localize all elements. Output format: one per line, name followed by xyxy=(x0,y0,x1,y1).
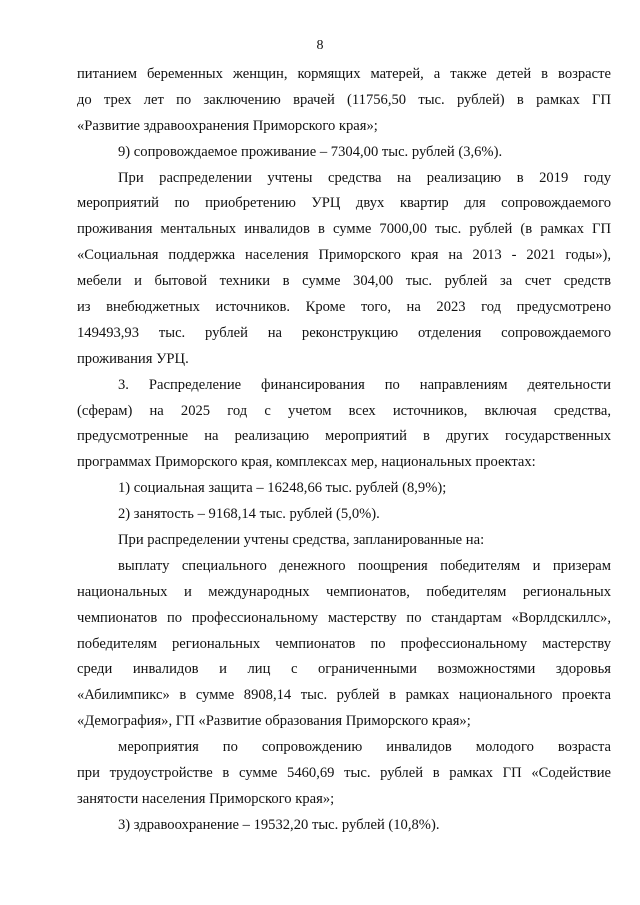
text-line: среди инвалидов и лиц с ограниченными возможностями здоровья xyxy=(77,661,611,678)
text-line: «Социальная поддержка населения Приморского края на 2013 - 2021 годы»), xyxy=(77,247,611,264)
text-line: программах Приморского края, комплексах мер, национальных проектах: xyxy=(77,454,536,471)
text-line: 1) социальная защита – 16248,66 тыс. рублей (8,9%); xyxy=(118,480,447,497)
text-line: 2) занятость – 9168,14 тыс. рублей (5,0%). xyxy=(118,506,380,523)
text-line: питанием беременных женщин, кормящих матерей, а также детей в возрасте xyxy=(77,66,611,82)
text-line: При распределении учтены средства, запланированные на: xyxy=(118,532,485,549)
text-line: проживания ментальных инвалидов в сумме 7000,00 тыс. рублей (в рамках ГП xyxy=(77,221,611,238)
text-line: (сферам) на 2025 год с учетом всех источников, включая средства, xyxy=(77,402,611,419)
text-line: мебели и бытовой техники в сумме 304,00 тыс. рублей за счет средств xyxy=(77,273,611,290)
text-line: «Абилимпикс» в сумме 8908,14 тыс. рублей в рамках национального проекта xyxy=(77,687,611,704)
text-line: «Демография», ГП «Развитие образования Приморского края»; xyxy=(77,713,471,730)
text-line: 3) здравоохранение – 19532,20 тыс. рублей (10,8%). xyxy=(118,816,440,833)
body-text xyxy=(77,62,611,839)
text-line: «Развитие здравоохранения Приморского края»; xyxy=(77,117,378,134)
text-line: 149493,93 тыс. рублей на реконструкцию отделения сопровождаемого xyxy=(77,324,611,341)
text-line: при трудоустройстве в сумме 5460,69 тыс. рублей в рамках ГП «Содействие xyxy=(77,765,611,782)
text-line: проживания УРЦ. xyxy=(77,350,189,367)
text-line: занятости населения Приморского края»; xyxy=(77,790,335,807)
text-line: При распределении учтены средства на реализацию в 2019 году xyxy=(118,169,611,186)
text-line: мероприятия по сопровождению инвалидов молодого возраста xyxy=(118,739,611,756)
page-number: 8 xyxy=(316,38,324,53)
text-line: 9) сопровождаемое проживание – 7304,00 тыс. рублей (3,6%). xyxy=(118,143,503,160)
text-line: выплату специального денежного поощрения победителям и призерам xyxy=(118,557,611,574)
text-line: победителям региональных чемпионатов по профессиональному мастерству xyxy=(77,635,611,652)
text-line: предусмотренные на реализацию мероприятий в других государственных xyxy=(77,428,611,445)
text-line: 3. Распределение финансирования по направлениям деятельности xyxy=(118,376,611,393)
text-line: национальных и международных чемпионатов, победителям региональных xyxy=(77,583,611,600)
text-line: до трех лет по заключению врачей (11756,50 тыс. рублей) в рамках ГП xyxy=(77,91,611,108)
text-line: чемпионатов по профессиональному мастерству по стандартам «Ворлдскиллс», xyxy=(77,609,611,626)
text-line: мероприятий по приобретению УРЦ двух квартир для сопровождаемого xyxy=(77,195,611,212)
text-line: из внебюджетных источников. Кроме того, на 2023 год предусмотрено xyxy=(77,299,611,316)
